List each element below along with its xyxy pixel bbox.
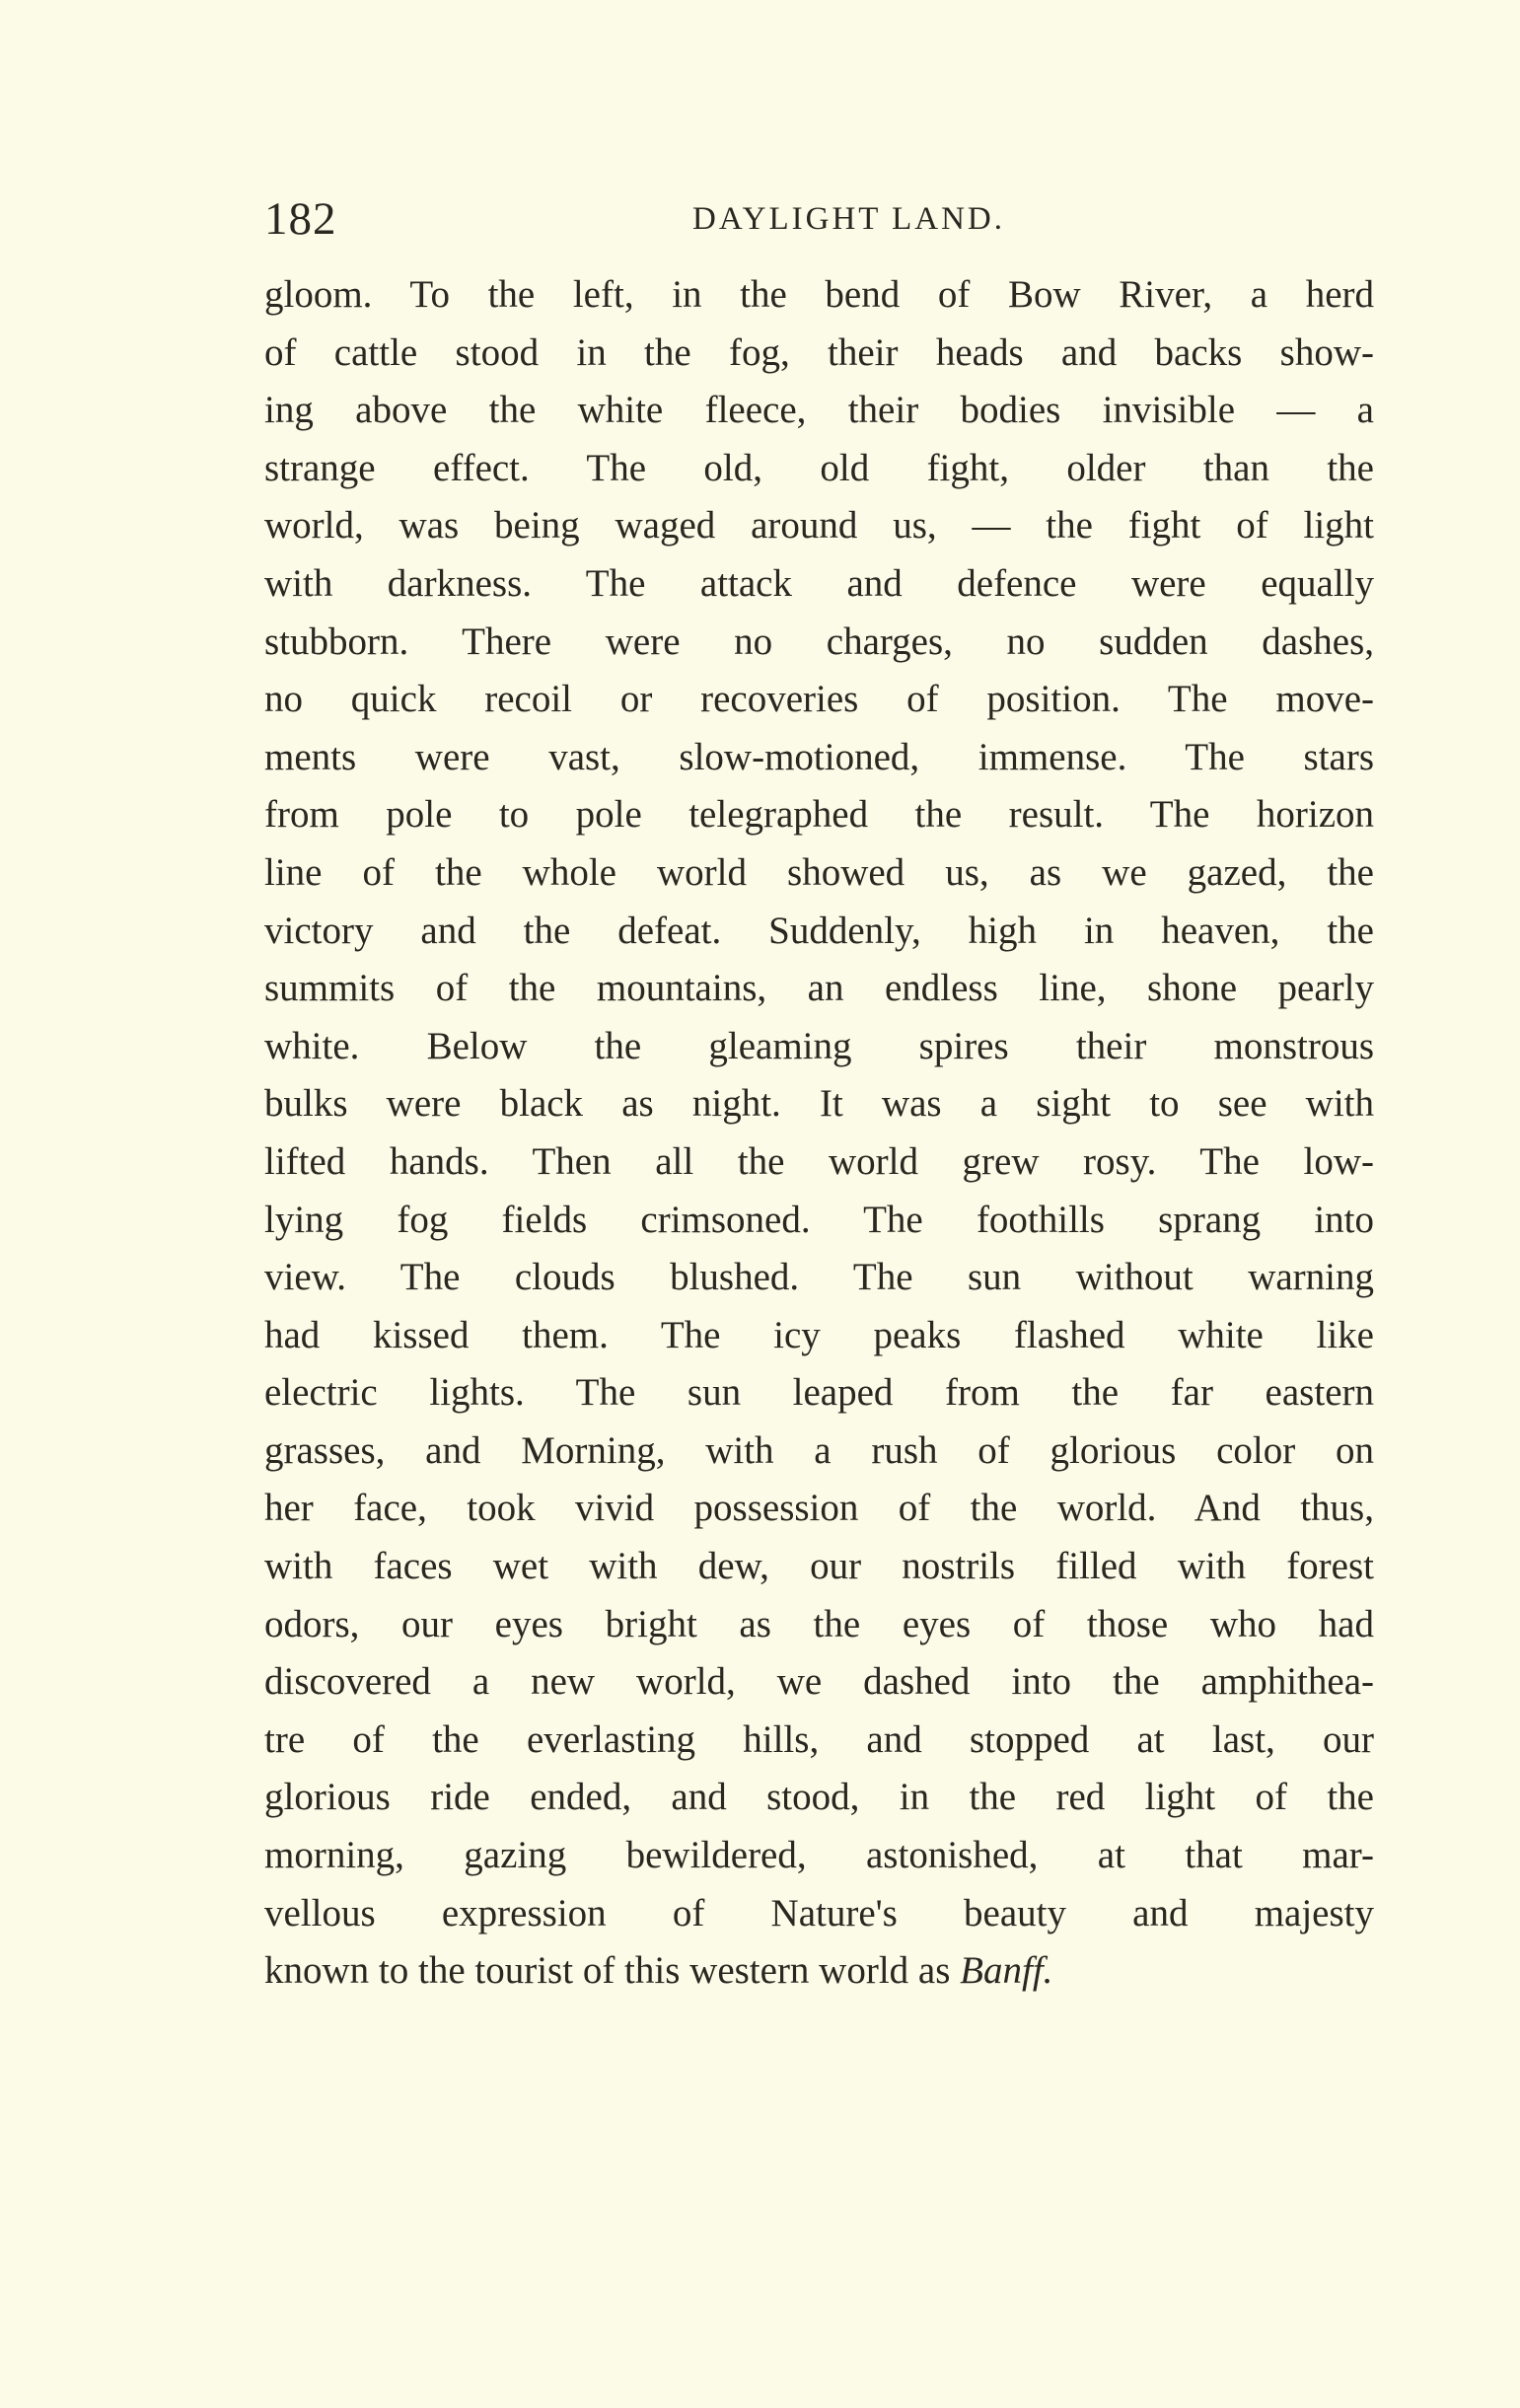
text-line: of cattle stood in the fog, their heads and backs show-: [264, 330, 1374, 374]
final-text-line: [264, 1942, 1374, 2001]
text-line: odors, our eyes bright as the eyes of those who had: [264, 1602, 1374, 1645]
text-line: lifted hands. Then all the world grew rosy. The low-: [264, 1139, 1374, 1183]
place-name-banff: Banff.: [960, 1949, 1053, 1993]
final-line-text: known to the tourist of this western world as: [264, 1949, 951, 1993]
text-line: discovered a new world, we dashed into the amphithea-: [264, 1660, 1374, 1704]
text-line: summits of the mountains, an endless line, shone pearly: [264, 967, 1374, 1010]
page-number: 182: [264, 193, 337, 245]
text-line: world, was being waged around us, — the fight of light: [264, 504, 1374, 547]
text-line: lying fog fields crimsoned. The foothills sprang into: [264, 1198, 1374, 1241]
running-title: DAYLIGHT LAND.: [692, 201, 1005, 237]
text-line: white. Below the gleaming spires their monstrous: [264, 1024, 1374, 1067]
body-text: [264, 266, 1374, 2001]
text-line: ing above the white fleece, their bodies invisible — a: [264, 389, 1374, 432]
text-line: gloom. To the left, in the bend of Bow River, a herd: [264, 273, 1374, 316]
text-line: glorious ride ended, and stood, in the red light of the: [264, 1776, 1374, 1819]
text-line: no quick recoil or recoveries of position. The move-: [264, 678, 1374, 721]
text-line: electric lights. The sun leaped from the far eastern: [264, 1371, 1374, 1415]
text-line: from pole to pole telegraphed the result. The horizon: [264, 793, 1374, 837]
text-line: morning, gazing bewildered, astonished, at that mar-: [264, 1834, 1374, 1877]
text-line: with faces wet with dew, our nostrils filled with forest: [264, 1545, 1374, 1588]
text-line: bulks were black as night. It was a sight to see with: [264, 1082, 1374, 1126]
running-head: [264, 189, 1374, 249]
text-line: victory and the defeat. Suddenly, high in heaven, the: [264, 909, 1374, 952]
text-line: line of the whole world showed us, as we gazed, the: [264, 850, 1374, 894]
text-line: ments were vast, slow-motioned, immense. The stars: [264, 735, 1374, 778]
text-line: vellous expression of Nature's beauty and majesty: [264, 1891, 1374, 1934]
text-line: grasses, and Morning, with a rush of glorious color on: [264, 1428, 1374, 1472]
text-line: with darkness. The attack and defence were equally: [264, 561, 1374, 605]
text-line: her face, took vivid possession of the world. And thus,: [264, 1487, 1374, 1530]
text-line: had kissed them. The icy peaks flashed white like: [264, 1313, 1374, 1356]
text-line: stubborn. There were no charges, no sudden dashes,: [264, 620, 1374, 663]
text-line: strange effect. The old, old fight, older than the: [264, 446, 1374, 489]
text-line: view. The clouds blushed. The sun without warning: [264, 1256, 1374, 1299]
text-line: tre of the everlasting hills, and stopped at last, our: [264, 1717, 1374, 1761]
